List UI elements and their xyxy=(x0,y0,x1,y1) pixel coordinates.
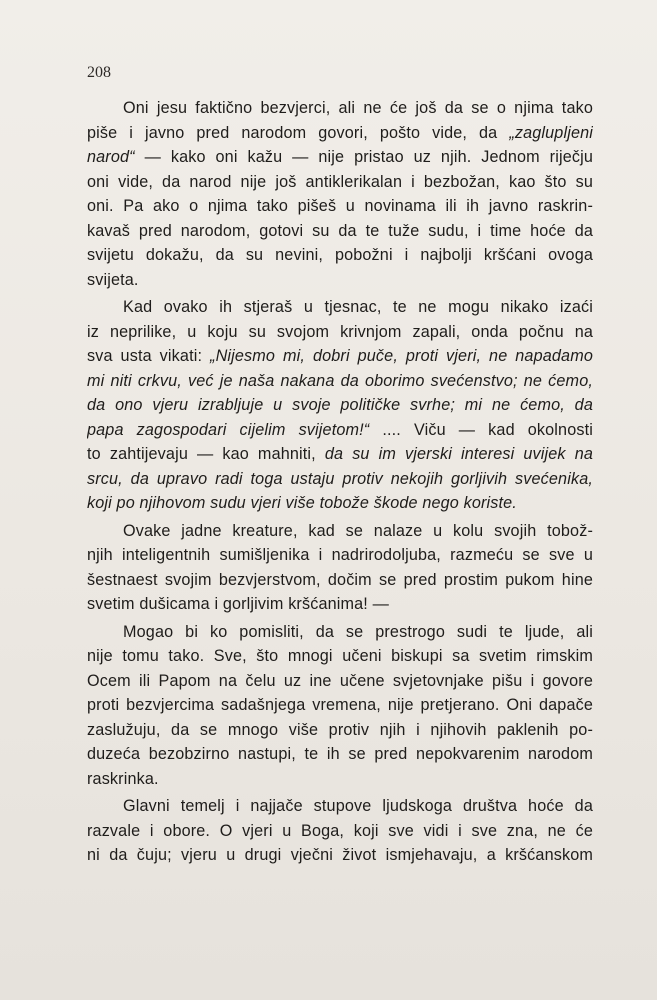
text-line: zaslužuju, da se mnogo više protiv njih i njihovih paklenih po- xyxy=(87,720,593,739)
paragraph-1 xyxy=(87,96,593,292)
text-line: Kad ovako ih stjeraš u tjesnac, te ne mogu nikako izaći xyxy=(123,298,593,316)
plain-text: to zahtijevaju — kao mahniti, xyxy=(87,445,325,463)
plain-text: piše i javno pred narodom govori, pošto vide, da xyxy=(87,123,510,142)
page-number: 208 xyxy=(87,64,111,81)
text-line: koji po njihovom sudu vjeri više tobože škode nego koriste. xyxy=(87,494,517,512)
text-line: Glavni temelj i najjače stupove ljudskoga društva hoće da xyxy=(123,797,593,815)
text-line: Ocem ili Papom na čelu uz ine učene svjetovnjake pišu i govore xyxy=(87,671,593,690)
text-line xyxy=(87,121,593,146)
plain-text: sva usta vikati: xyxy=(87,347,211,365)
text-line: mi niti crkvu, već je naša nakana da oborimo svećenstvo; ne ćemo, xyxy=(87,371,593,390)
italic-text: narod“ xyxy=(87,148,135,166)
text-line: nije tomu tako. Sve, što mnogi učeni biskupi sa svetim rimskim xyxy=(87,647,593,665)
text-line: svijetu dokažu, da su nevini, pobožni i najbolji kršćani ovoga xyxy=(87,246,593,264)
paragraph-5 xyxy=(87,794,593,868)
text-line: Oni jesu faktično bezvjerci, ali ne će još da se o njima tako xyxy=(123,99,593,117)
text-line: šestnaest svojim bezvjerstvom, dočim se pred prostim pukom hine xyxy=(87,570,593,589)
text-line xyxy=(87,145,593,170)
text-line: svijeta. xyxy=(87,270,139,289)
text-line: iz neprilike, u koju su svojom krivnjom zapali, onda počnu na xyxy=(87,322,593,341)
text-line: kavaš pred narodom, gotovi su da te tuže sudu, i time hoće da xyxy=(87,221,593,240)
text-line: Ovake jadne kreature, kad se nalaze u kolu svojih tobož- xyxy=(123,521,593,540)
text-line xyxy=(87,442,593,467)
body-text xyxy=(87,96,593,868)
text-line xyxy=(87,418,593,443)
text-line: svetim dušicama i gorljivim kršćanima! — xyxy=(87,595,389,613)
paragraph-3 xyxy=(87,519,593,617)
text-line: srcu, da upravo radi toga ustaju protiv nekojih gorljivih svećenika, xyxy=(87,469,593,488)
text-line: ni da čuju; vjeru u drugi vječni život ismjehavaju, a kršćanskom xyxy=(87,846,593,864)
text-line: razvale i obore. O vjeri u Boga, koji sve vidi i sve zna, ne će xyxy=(87,821,593,840)
text-line: oni vide, da narod nije još antiklerikalan i bezbožan, kao što su xyxy=(87,172,593,191)
text-line: njih inteligentnih sumišljenika i nadrirodoljuba, razmeću se sve u xyxy=(87,546,593,564)
text-line: duzeća bezobzirno nastupi, te ih se pred nepokvarenim narodom xyxy=(87,745,593,763)
italic-text: „zaglupljeni xyxy=(509,123,593,142)
text-line xyxy=(87,344,593,369)
text-line: Mogao bi ko pomisliti, da se prestrogo sudi te ljude, ali xyxy=(123,622,593,641)
italic-text: da su im vjerski interesi uvijek na xyxy=(324,445,593,463)
plain-text: — kako oni kažu — nije pristao uz njih. Jednom riječju xyxy=(134,148,593,166)
paragraph-4 xyxy=(87,620,593,792)
plain-text: .... Viču — kad okolnosti xyxy=(369,420,593,439)
text-line: oni. Pa ako o njima tako pišeš u novinama ili ih javno raskrin- xyxy=(87,197,593,215)
italic-text: papa zagospodari cijelim svijetom!“ xyxy=(87,420,370,439)
text-line: raskrinka. xyxy=(87,769,159,788)
text-line: da ono vjeru izrabljuje u svoje političke svrhe; mi ne ćemo, da xyxy=(87,396,593,414)
paragraph-2 xyxy=(87,295,593,516)
text-line: proti bezvjercima sadašnjega vremena, nije pretjerano. Oni dapače xyxy=(87,696,593,714)
italic-text: „Nijesmo mi, dobri puče, proti vjeri, ne napadamo xyxy=(210,347,593,365)
